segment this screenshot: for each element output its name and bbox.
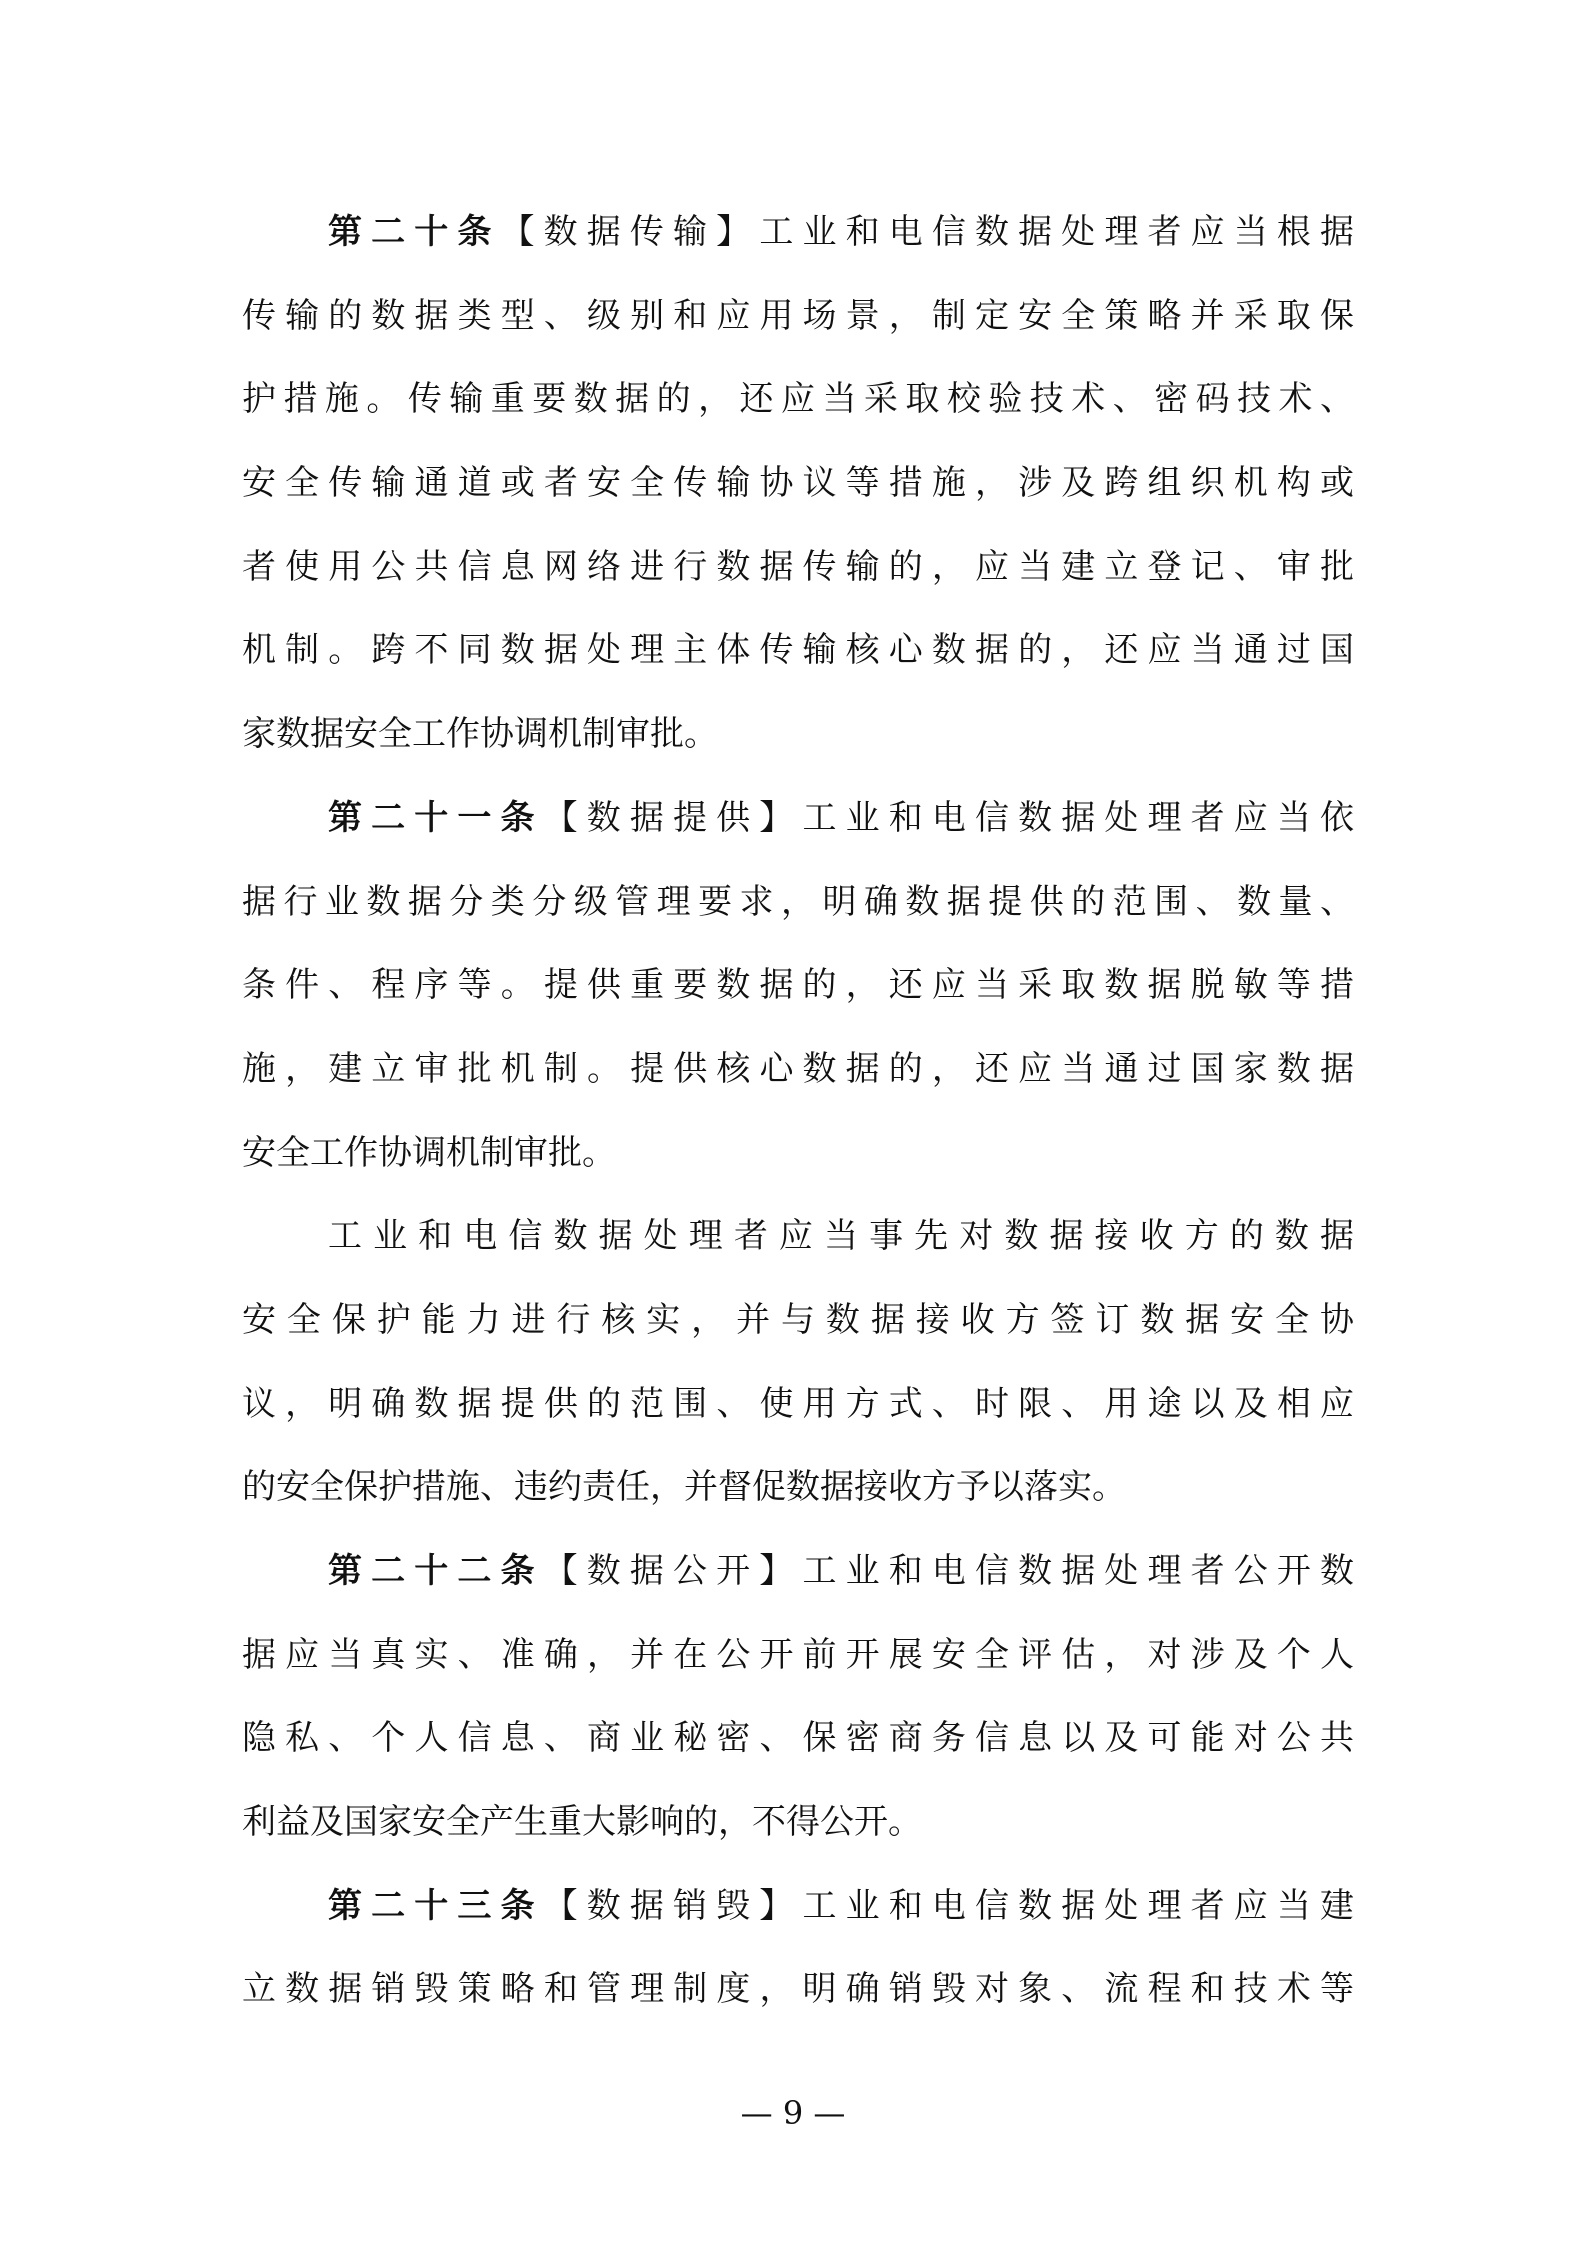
text-line — [242, 526, 1354, 610]
text-line — [242, 358, 1354, 442]
paragraph — [242, 1865, 1354, 2032]
line-text: 家数据安全工作协调机制审批。 — [242, 714, 718, 755]
line-text: 隐私、个人信息、商业秘密、保密商务信息以及可能对公共 — [242, 1718, 1354, 1759]
text-line — [242, 1446, 1354, 1530]
text-line — [242, 1363, 1354, 1447]
text-line — [242, 191, 1354, 275]
text-line — [242, 275, 1354, 359]
text-line — [242, 1028, 1354, 1112]
line-text: 【数据销毁】工业和电信数据处理者应当建 — [543, 1885, 1355, 1926]
line-text: 的安全保护措施、违约责任，并督促数据接收方予以落实。 — [242, 1467, 1126, 1508]
text-line — [242, 1112, 1354, 1196]
line-text: 传输的数据类型、级别和应用场景，制定安全策略并采取保 — [242, 295, 1354, 336]
line-text: 护措施。传输重要数据的，还应当采取校验技术、密码技术、 — [242, 379, 1354, 420]
article-number: 第二十三条 — [328, 1885, 544, 1926]
article-number: 第二十二条 — [328, 1551, 544, 1591]
text-line — [242, 693, 1354, 777]
line-text: 【数据提供】工业和电信数据处理者应当依 — [543, 797, 1355, 838]
text-line — [242, 1697, 1354, 1781]
text-line — [242, 1948, 1354, 2032]
line-text: 据应当真实、准确，并在公开前开展安全评估，对涉及个人 — [242, 1634, 1354, 1675]
text-line — [242, 1279, 1354, 1363]
page-number: — 9 — — [740, 2094, 846, 2132]
line-text: 者使用公共信息网络进行数据传输的，应当建立登记、审批 — [242, 546, 1354, 587]
text-line — [242, 1530, 1354, 1614]
text-line — [242, 1614, 1354, 1698]
text-line — [242, 1781, 1354, 1865]
document-body — [242, 191, 1354, 2032]
text-line — [242, 777, 1354, 861]
line-text: 安全传输通道或者安全传输协议等措施，涉及跨组织机构或 — [242, 463, 1354, 504]
line-text: 【数据传输】工业和电信数据处理者应当根据 — [500, 212, 1355, 252]
line-text: 利益及国家安全产生重大影响的，不得公开。 — [242, 1802, 922, 1843]
text-line — [242, 609, 1354, 693]
paragraph — [242, 1530, 1354, 1865]
paragraph — [242, 777, 1354, 1195]
article-number: 第二十条 — [328, 212, 501, 252]
text-line — [242, 944, 1354, 1028]
line-text: 立数据销毁策略和管理制度，明确销毁对象、流程和技术等 — [242, 1969, 1354, 2010]
line-text: 【数据公开】工业和电信数据处理者公开数 — [543, 1551, 1355, 1591]
article-number: 第二十一条 — [328, 797, 544, 838]
line-text: 机制。跨不同数据处理主体传输核心数据的，还应当通过国 — [242, 630, 1354, 671]
paragraph — [242, 191, 1354, 777]
paragraph — [242, 1195, 1354, 1530]
line-text: 条件、程序等。提供重要数据的，还应当采取数据脱敏等措 — [242, 965, 1354, 1006]
line-text: 工业和电信数据处理者应当事先对数据接收方的数据 — [328, 1216, 1354, 1257]
line-text: 安全保护能力进行核实，并与数据接收方签订数据安全协 — [242, 1299, 1354, 1340]
text-line — [242, 442, 1354, 526]
text-line — [242, 861, 1354, 945]
line-text: 安全工作协调机制审批。 — [242, 1132, 616, 1173]
text-line — [242, 1865, 1354, 1949]
line-text: 议，明确数据提供的范围、使用方式、时限、用途以及相应 — [242, 1383, 1354, 1424]
line-text: 据行业数据分类分级管理要求，明确数据提供的范围、数量、 — [242, 881, 1354, 922]
line-text: 施，建立审批机制。提供核心数据的，还应当通过国家数据 — [242, 1048, 1354, 1089]
text-line — [242, 1195, 1354, 1279]
